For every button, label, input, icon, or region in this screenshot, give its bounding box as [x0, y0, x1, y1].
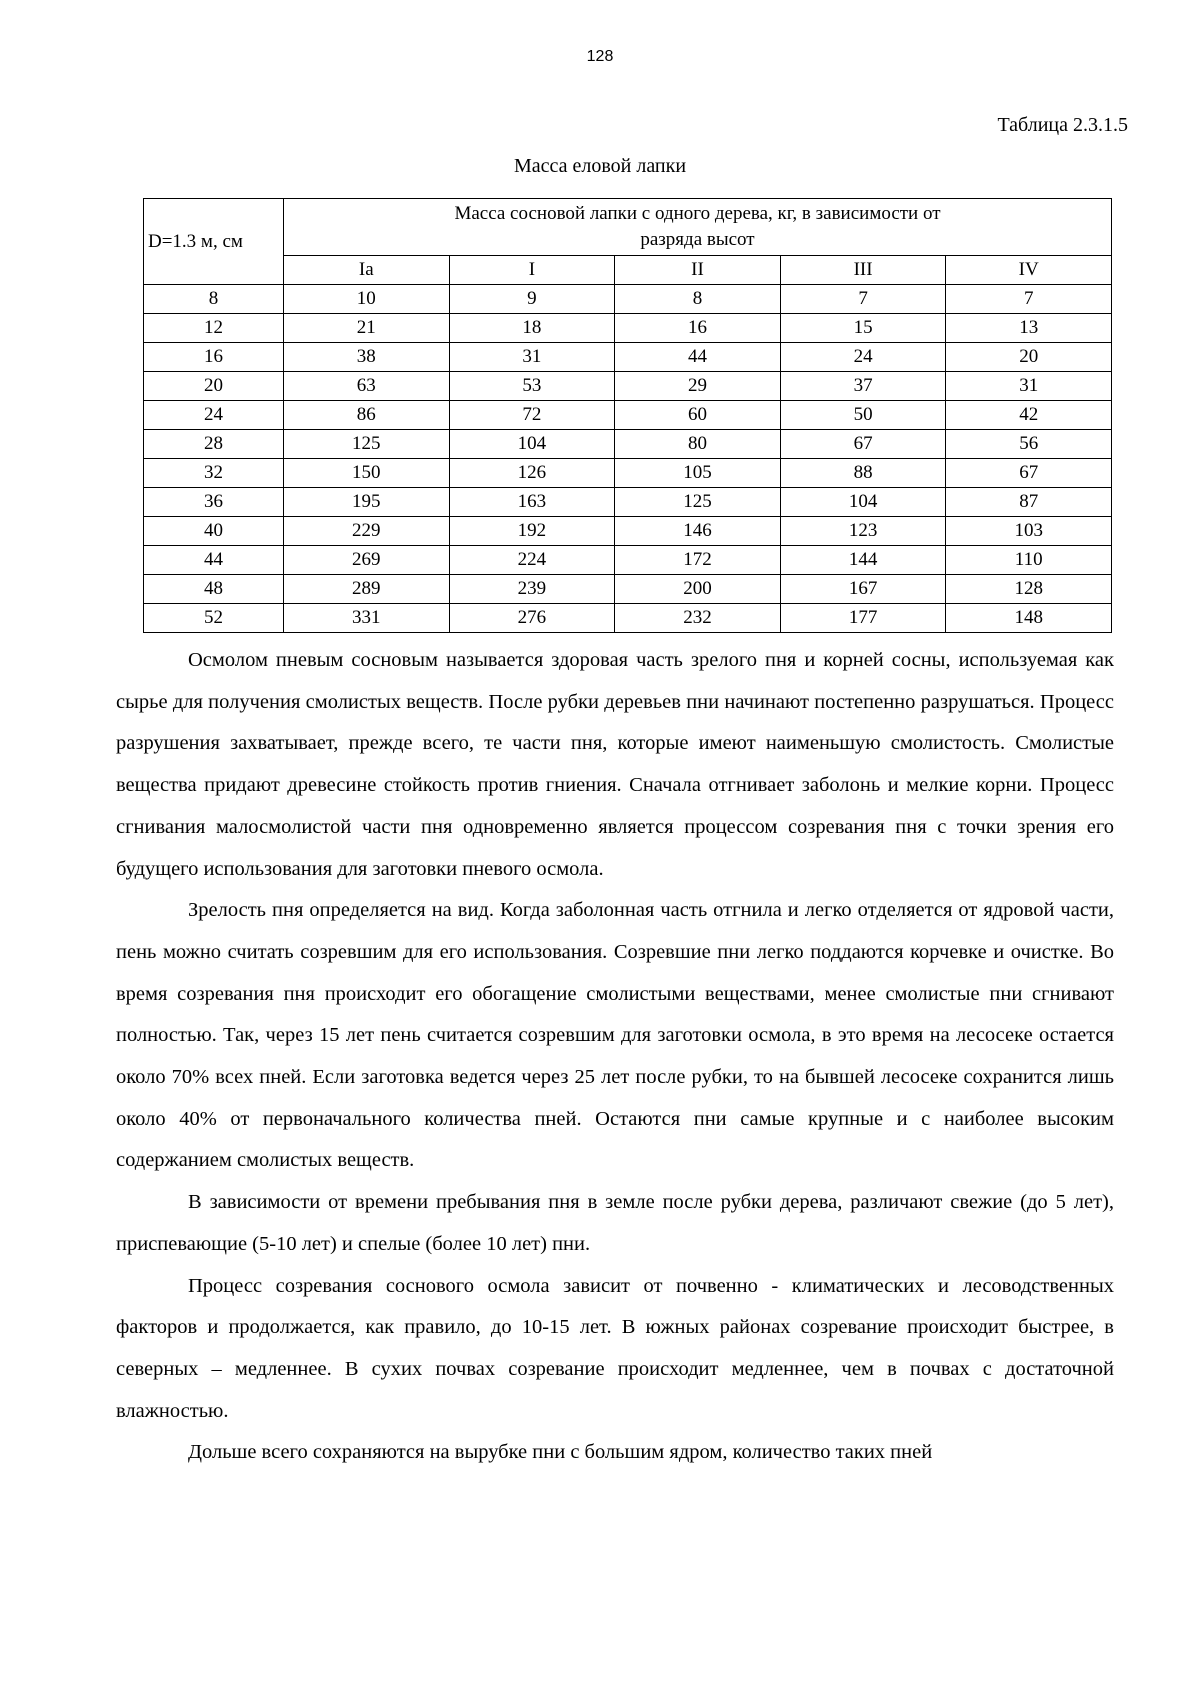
mass-cell: 105 — [615, 459, 781, 488]
mass-cell: 15 — [780, 314, 946, 343]
diameter-cell: 16 — [144, 343, 284, 372]
mass-cell: 8 — [615, 285, 781, 314]
mass-cell: 200 — [615, 575, 781, 604]
table-row — [144, 575, 1112, 604]
diameter-cell: 28 — [144, 430, 284, 459]
diameter-cell: 48 — [144, 575, 284, 604]
table-row — [144, 430, 1112, 459]
mass-cell: 7 — [780, 285, 946, 314]
diameter-cell: 36 — [144, 488, 284, 517]
mass-cell: 86 — [284, 401, 450, 430]
mass-cell: 144 — [780, 546, 946, 575]
mass-group-header: Масса сосновой лапки с одного дерева, кг, в зависимости от разряда высот — [284, 199, 1112, 256]
mass-table — [143, 198, 1112, 633]
mass-cell: 104 — [449, 430, 615, 459]
mass-cell: 146 — [615, 517, 781, 546]
mass-cell: 7 — [946, 285, 1112, 314]
mass-cell: 88 — [780, 459, 946, 488]
paragraph: В зависимости от времени пребывания пня в земле после рубки дерева, различают свежие (до 5 лет), приспевающие (5-10 лет) и спелые (более 10 лет) пни. — [116, 1191, 1114, 1255]
mass-cell: 331 — [284, 604, 450, 633]
mass-cell: 24 — [780, 343, 946, 372]
paragraph: Дольше всего сохраняются на вырубке пни с большим ядром, количество таких пней — [188, 1441, 933, 1464]
mass-cell: 18 — [449, 314, 615, 343]
mass-cell: 72 — [449, 401, 615, 430]
mass-cell: 167 — [780, 575, 946, 604]
mass-cell: 53 — [449, 372, 615, 401]
table-row — [144, 343, 1112, 372]
diameter-cell: 24 — [144, 401, 284, 430]
mass-cell: 87 — [946, 488, 1112, 517]
height-class-header: IV — [946, 256, 1112, 285]
mass-cell: 16 — [615, 314, 781, 343]
mass-cell: 172 — [615, 546, 781, 575]
mass-cell: 103 — [946, 517, 1112, 546]
diameter-header: D=1.3 м, см — [144, 199, 284, 285]
paragraph: Зрелость пня определяется на вид. Когда заболонная часть отгнила и легко отделяется от ядровой части, пень можно считать созревшим для его использования. Созревшие пни легко поддаются корчевке и очистке. Во время созревания пня происходит его обогащение смолистыми веществами, менее смолистые пни сгнивают полностью. Так, через 15 лет пень считается созревшим для заготовки осмола, в это время на лесосеке остается около 70% всех пней. Если заготовка ведется через 25 лет после рубки, то на бывшей лесосеке сохранится лишь около 40% от первоначального количества пней. Остаются пни самые крупные и с наиболее высоким содержанием смолистых веществ. — [116, 899, 1114, 1172]
table-row — [144, 517, 1112, 546]
mass-cell: 31 — [946, 372, 1112, 401]
mass-cell: 128 — [946, 575, 1112, 604]
mass-cell: 276 — [449, 604, 615, 633]
mass-cell: 56 — [946, 430, 1112, 459]
mass-cell: 10 — [284, 285, 450, 314]
body-text — [116, 640, 1114, 1474]
mass-cell: 192 — [449, 517, 615, 546]
mass-cell: 60 — [615, 401, 781, 430]
mass-cell: 37 — [780, 372, 946, 401]
height-class-header: I — [449, 256, 615, 285]
height-class-header: II — [615, 256, 781, 285]
diameter-cell: 20 — [144, 372, 284, 401]
table-row — [144, 401, 1112, 430]
table-row — [144, 372, 1112, 401]
mass-cell: 148 — [946, 604, 1112, 633]
diameter-cell: 52 — [144, 604, 284, 633]
mass-cell: 13 — [946, 314, 1112, 343]
mass-cell: 224 — [449, 546, 615, 575]
mass-cell: 38 — [284, 343, 450, 372]
table-row — [144, 546, 1112, 575]
table-title: Масса еловой лапки — [513, 155, 687, 177]
mass-cell: 125 — [284, 430, 450, 459]
mass-cell: 239 — [449, 575, 615, 604]
mass-cell: 125 — [615, 488, 781, 517]
page-number: 128 — [586, 48, 614, 65]
mass-cell: 232 — [615, 604, 781, 633]
table-row — [144, 314, 1112, 343]
mass-cell: 269 — [284, 546, 450, 575]
paragraph: Осмолом пневым сосновым называется здоровая часть зрелого пня и корней сосны, используемая как сырье для получения смолистых веществ. После рубки деревьев пни начинают постепенно разрушаться. Процесс разрушения захватывает, прежде всего, те части пня, которые имеют наименьшую смолистость. Смолистые вещества придают древесине стойкость против гниения. Сначала отгнивает заболонь и мелкие корни. Процесс сгнивания малосмолистой части пня одновременно является процессом созревания пня с точки зрения его будущего использования для заготовки пневого осмола. — [116, 649, 1114, 880]
mass-cell: 110 — [946, 546, 1112, 575]
table-label: Таблица 2.3.1.5 — [997, 114, 1128, 136]
diameter-cell: 12 — [144, 314, 284, 343]
mass-cell: 21 — [284, 314, 450, 343]
mass-cell: 195 — [284, 488, 450, 517]
mass-cell: 229 — [284, 517, 450, 546]
mass-cell: 123 — [780, 517, 946, 546]
diameter-cell: 32 — [144, 459, 284, 488]
mass-cell: 177 — [780, 604, 946, 633]
mass-cell: 163 — [449, 488, 615, 517]
mass-cell: 63 — [284, 372, 450, 401]
mass-cell: 20 — [946, 343, 1112, 372]
mass-cell: 44 — [615, 343, 781, 372]
mass-cell: 42 — [946, 401, 1112, 430]
mass-cell: 289 — [284, 575, 450, 604]
diameter-cell: 44 — [144, 546, 284, 575]
diameter-cell: 40 — [144, 517, 284, 546]
height-class-header-row — [144, 256, 1112, 285]
mass-cell: 31 — [449, 343, 615, 372]
height-class-header: III — [780, 256, 946, 285]
mass-cell: 150 — [284, 459, 450, 488]
mass-cell: 67 — [780, 430, 946, 459]
paragraph: Процесс созревания соснового осмола зависит от почвенно - климатических и лесоводственных факторов и продолжается, как правило, до 10-15 лет. В южных районах созревание происходит быстрее, в северных – медленнее. В сухих почвах созревание происходит медленнее, чем в почвах с достаточной влажностью. — [116, 1274, 1114, 1422]
table-header-row — [144, 199, 1112, 256]
table-row — [144, 459, 1112, 488]
mass-cell: 80 — [615, 430, 781, 459]
diameter-cell: 8 — [144, 285, 284, 314]
mass-cell: 67 — [946, 459, 1112, 488]
table-row — [144, 488, 1112, 517]
mass-cell: 104 — [780, 488, 946, 517]
table-row — [144, 285, 1112, 314]
mass-cell: 29 — [615, 372, 781, 401]
mass-cell: 50 — [780, 401, 946, 430]
mass-cell: 126 — [449, 459, 615, 488]
table-row — [144, 604, 1112, 633]
height-class-header: Ia — [284, 256, 450, 285]
mass-cell: 9 — [449, 285, 615, 314]
